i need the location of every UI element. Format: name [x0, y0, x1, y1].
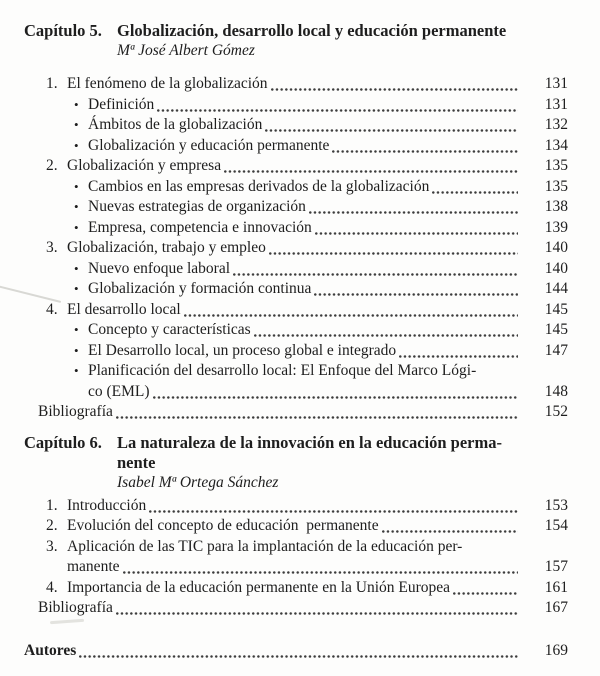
entry-label: Globalización, trabajo y empleo — [67, 239, 266, 256]
entry-label: Definición — [88, 95, 155, 113]
dot-leader — [399, 355, 518, 358]
entry-label: El Desarrollo local, un proceso global e integrado — [88, 341, 397, 359]
toc-entry — [24, 156, 568, 177]
chapter-6-title-line: La naturaleza de la innovación en la educación perma- — [117, 432, 502, 452]
bullet-icon: • — [74, 219, 79, 235]
scan-smudge-artifact — [50, 619, 84, 624]
entry-label: Planificación del desarrollo local: El Enfoque del Marco Lógi- — [88, 362, 477, 379]
toc-entry — [24, 341, 568, 362]
toc-entry-continuation — [24, 382, 568, 403]
bullet-icon: • — [74, 363, 79, 378]
entry-label: Bibliografía — [38, 599, 113, 616]
chapter-5-title-line: Globalización, desarrollo local y educación permanente — [117, 21, 507, 40]
bullet-icon: • — [74, 178, 79, 194]
toc-entry — [24, 197, 568, 218]
entry-number: 4. — [46, 300, 58, 318]
bullet-icon: • — [74, 137, 79, 153]
entry-number: 1. — [46, 75, 58, 92]
entry-page-number: 140 — [544, 239, 568, 256]
dot-leader — [254, 334, 518, 337]
entry-page-number: 132 — [544, 116, 568, 133]
bullet-icon: • — [74, 199, 79, 214]
entry-page-number: 135 — [544, 157, 568, 174]
dot-leader — [123, 571, 518, 574]
entry-page-number: 148 — [544, 382, 568, 400]
chapter-6-heading — [24, 433, 568, 473]
entry-number: 4. — [46, 578, 58, 596]
dot-leader — [157, 109, 518, 112]
toc-entry-wrapped-line — [24, 361, 568, 382]
entry-page-number: 153 — [544, 496, 568, 514]
entry-label: Ámbitos de la globalización — [88, 116, 263, 133]
dot-leader — [314, 293, 518, 296]
entry-page-number: 131 — [544, 95, 568, 113]
entry-page-number: 138 — [544, 198, 568, 215]
chapter-5-title — [117, 21, 506, 41]
toc-entry — [24, 238, 568, 259]
chapter-5-label: Capítulo 5. — [24, 21, 102, 40]
entry-page-number: 152 — [544, 403, 568, 420]
entry-label: Nuevo enfoque laboral — [88, 259, 231, 277]
entry-page-number: 144 — [544, 280, 568, 297]
toc-entry — [24, 496, 568, 517]
entry-label: Cambios en las empresas derivados de la globalización — [88, 177, 430, 195]
toc-entry-continuation — [24, 557, 568, 578]
bullet-icon: • — [74, 117, 79, 132]
dot-leader — [149, 510, 518, 513]
bullet-icon: • — [74, 322, 79, 337]
chapter-6-entries — [24, 496, 568, 619]
dot-leader — [79, 655, 518, 658]
entry-label: Autores — [24, 641, 77, 659]
entry-label: Nuevas estrategias de organización — [88, 198, 306, 215]
entry-number: 1. — [46, 496, 58, 514]
dot-leader — [271, 88, 518, 91]
dot-leader — [432, 191, 518, 194]
entry-label: El desarrollo local — [67, 300, 181, 318]
chapter-6-title — [117, 433, 502, 473]
entry-label: Globalización y empresa — [67, 157, 222, 174]
toc-entry — [24, 516, 568, 537]
chapter-6-label: Capítulo 6. — [24, 432, 102, 452]
entry-page-number: 167 — [544, 599, 568, 616]
chapter-5-heading — [24, 21, 568, 41]
entry-label: Introducción — [67, 496, 147, 514]
entry-label: Importancia de la educación permanente en la Unión Europea — [67, 578, 451, 596]
bibliography-entry — [24, 402, 568, 423]
dot-leader — [309, 211, 518, 214]
entry-page-number: 131 — [544, 75, 568, 92]
toc-entry — [24, 177, 568, 198]
entry-label: Empresa, competencia e innovación — [88, 218, 312, 236]
entry-page-number: 145 — [544, 300, 568, 318]
dot-leader — [153, 396, 518, 399]
entry-page-number: 134 — [544, 136, 568, 154]
toc-entry-wrapped-line — [24, 537, 568, 558]
chapter-5-author: Mª José Albert Gómez — [117, 42, 255, 59]
toc-entry — [24, 578, 568, 599]
bibliography-entry — [24, 598, 568, 619]
entry-label: Aplicación de las TIC para la implantación de la educación per- — [67, 537, 463, 555]
entry-page-number: 139 — [544, 218, 568, 236]
entry-label: Concepto y características — [88, 321, 251, 338]
entry-page-number: 135 — [544, 177, 568, 195]
dot-leader — [269, 252, 518, 255]
dot-leader — [233, 273, 518, 276]
entry-page-number: 157 — [544, 558, 568, 575]
bullet-icon: • — [74, 281, 79, 296]
chapter-5-entries — [24, 74, 568, 423]
entry-page-number: 169 — [544, 641, 568, 659]
dot-leader — [265, 129, 518, 132]
toc-entry — [24, 279, 568, 300]
entry-page-number: 147 — [544, 341, 568, 359]
dot-leader — [184, 314, 518, 317]
toc-entry — [24, 320, 568, 341]
toc-entry — [24, 95, 568, 116]
dot-leader — [453, 592, 518, 595]
entry-label: manente — [67, 558, 120, 575]
dot-leader — [315, 232, 518, 235]
entry-page-number: 145 — [544, 321, 568, 338]
dot-leader — [332, 150, 518, 153]
entry-page-number: 161 — [544, 578, 568, 596]
entry-number: 3. — [46, 537, 58, 555]
bullet-icon: • — [74, 96, 79, 112]
entry-number: 3. — [46, 239, 58, 256]
entry-label: co (EML) — [88, 382, 150, 400]
entry-label: Bibliografía — [38, 403, 113, 420]
bullet-icon: • — [74, 260, 79, 276]
entry-label: Globalización y formación continua — [88, 280, 312, 297]
entry-page-number: 140 — [544, 259, 568, 277]
toc-entry — [24, 218, 568, 239]
dot-leader — [382, 530, 518, 533]
chapter-6-author: Isabel Mª Ortega Sánchez — [117, 473, 279, 491]
entry-page-number: 154 — [544, 517, 568, 534]
toc-entry — [24, 300, 568, 321]
entry-label: Globalización y educación permanente — [88, 136, 330, 154]
entry-number: 2. — [46, 157, 58, 174]
entry-label: El fenómeno de la globalización — [67, 75, 268, 92]
dot-leader — [116, 612, 518, 615]
toc-entry — [24, 115, 568, 136]
entry-label: Evolución del concepto de educación permanente — [67, 517, 379, 534]
toc-entry — [24, 259, 568, 280]
entry-number: 2. — [46, 517, 58, 534]
chapter-6-title-line: nente — [117, 452, 156, 472]
toc-entry — [24, 74, 568, 95]
dot-leader — [116, 416, 518, 419]
autores-entry — [24, 641, 568, 662]
bullet-icon: • — [74, 342, 79, 358]
dot-leader — [224, 170, 518, 173]
toc-entry — [24, 136, 568, 157]
